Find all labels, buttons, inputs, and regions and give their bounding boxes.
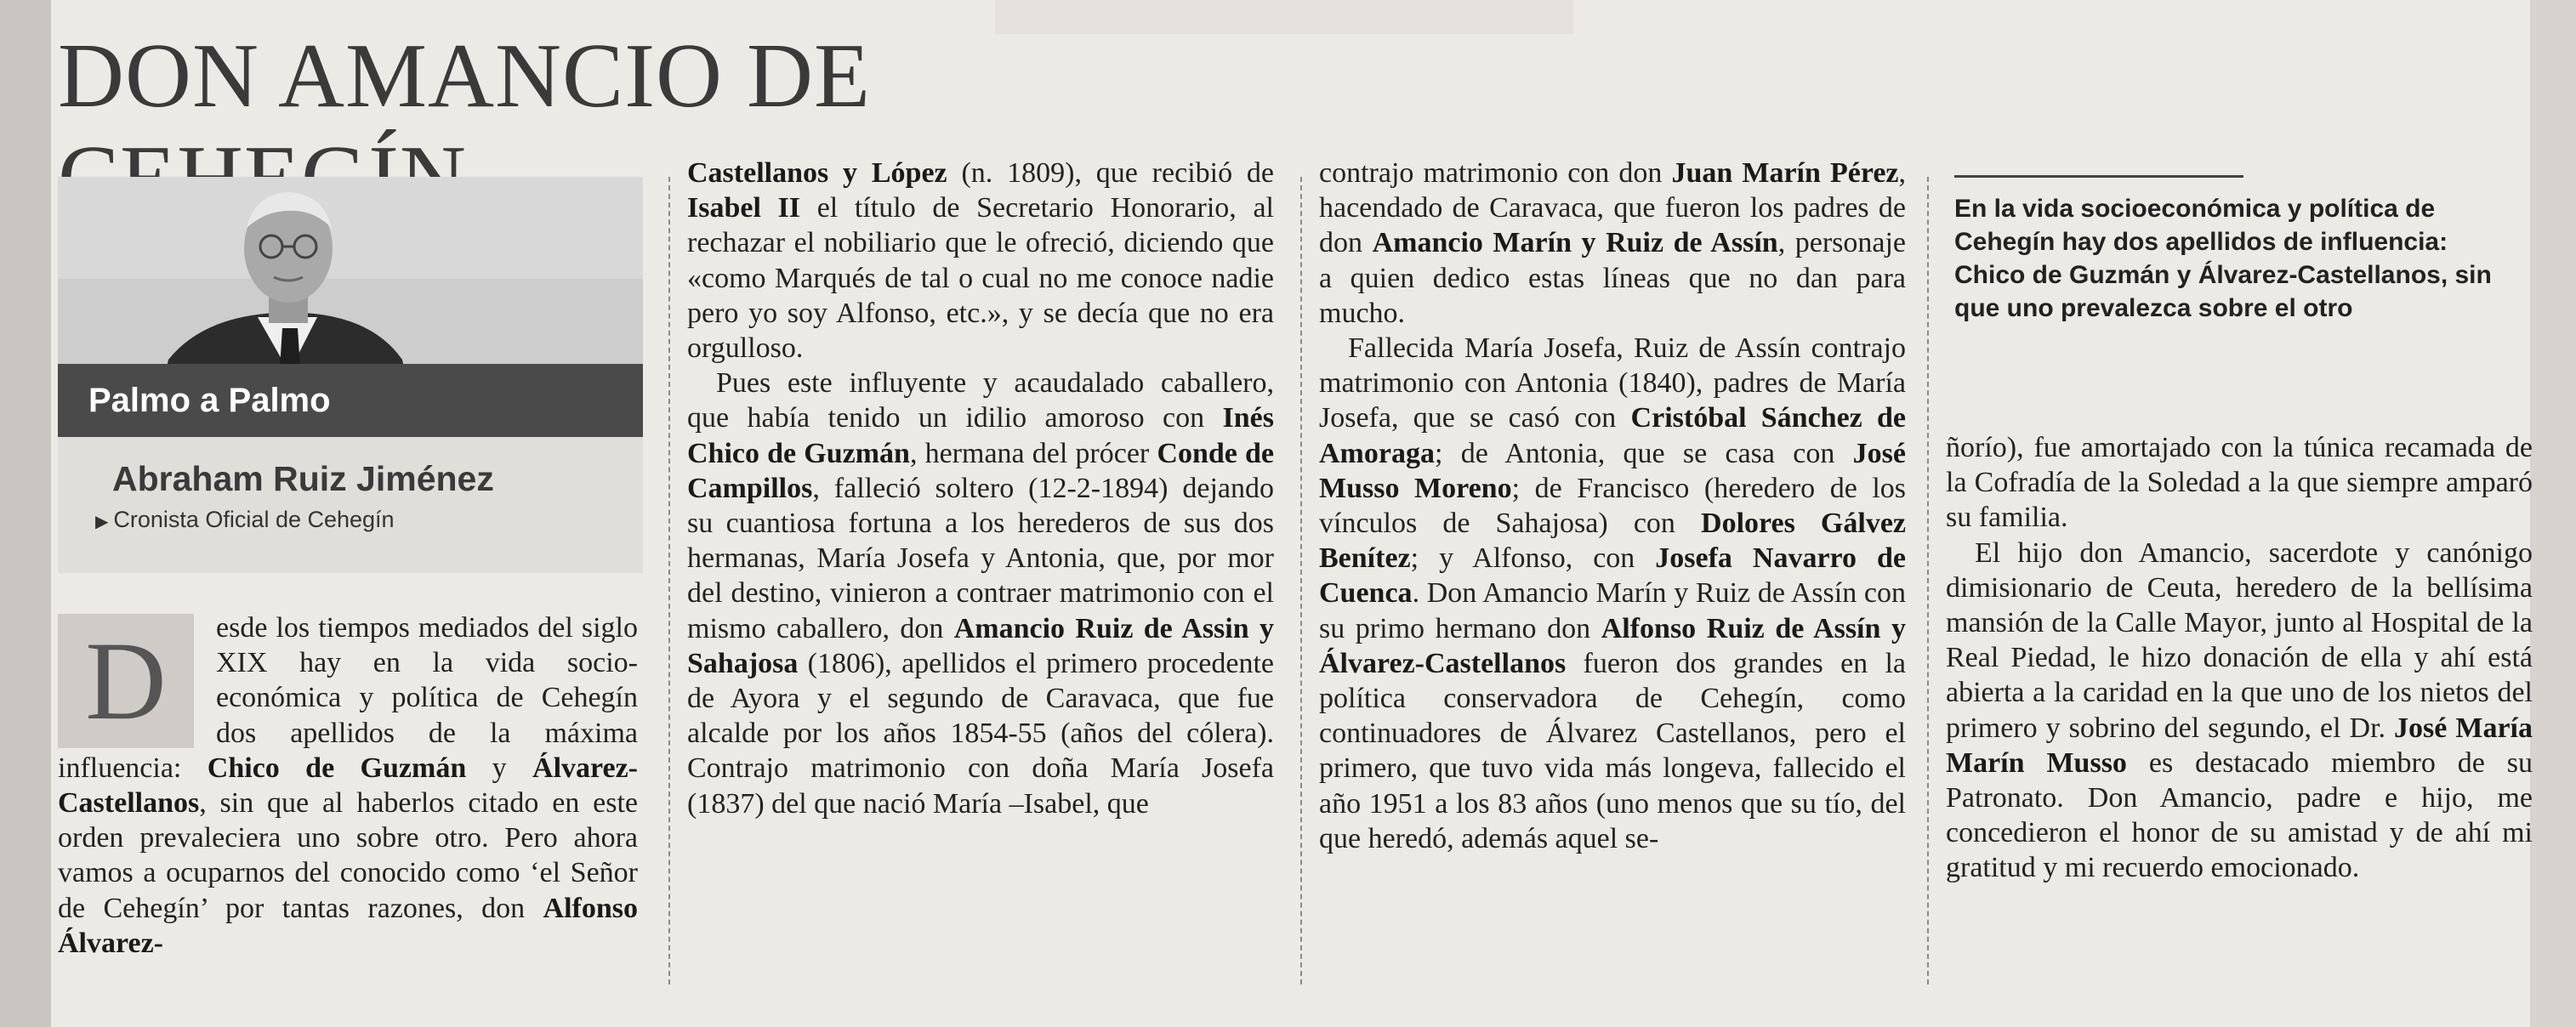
bold-name-run: Álvarez-Castellanos (58, 752, 638, 820)
adjacent-page-edge-right (2530, 0, 2576, 1027)
text-run: El hijo don Amancio, sacerdote y canónigo dimisionario de Ceuta, heredero de la bellísima mansión de la Calle Mayor, junto al Hospital de la Real Piedad, le hizo donación de ella y ahí está abierta a la caridad en la que uno de los nietos del primero y sobrino del segundo, el Dr. (1946, 536, 2533, 744)
paragraph (1946, 430, 2533, 536)
text-run: , personaje a quien dedico estas líneas que no dan para mucho. (1319, 227, 1907, 329)
text-run: y (466, 752, 533, 784)
paragraph (1319, 331, 1906, 856)
bold-name-run: Isabel II (687, 192, 801, 224)
text-run: (n. 1809), que recibió de (947, 157, 1274, 189)
text-run: esde los tiempos mediados del siglo XIX hay en la vida socio-económica y política de Cehegín dos apellidos de la máxima influencia: (58, 612, 638, 784)
text-run: Fallecida María Josefa, Ruiz de Assín contrajo matrimonio con Antonia (1840), padres de María Josefa, que se casó con (1319, 332, 1906, 434)
bold-name-run: Alfonso Álvarez- (58, 892, 638, 959)
column-3 (1319, 156, 1906, 856)
bold-name-run: José Musso Moreno (1319, 437, 1906, 504)
bold-name-run: Castellanos y López (687, 157, 947, 189)
bold-name-run: Inés Chico de Guzmán (687, 402, 1274, 469)
author-name: Abraham Ruiz Jiménez (112, 459, 494, 498)
paragraph (687, 366, 1274, 821)
text-run: ; de Antonia, que se casa con (1434, 437, 1853, 469)
triangle-right-icon: ▶ (95, 513, 109, 531)
drop-cap-spacer (58, 610, 216, 746)
column-divider (1300, 177, 1302, 984)
text-run: , falleció soltero (12-2-1894) dejando su cuantiosa fortuna a los herederos de sus dos hermanas, María Josefa y Antonia, que, por mor del destino, vinieron a contraer matrimonio con el mismo caballero, don (687, 472, 1274, 644)
paragraph (687, 156, 1274, 366)
bold-name-run: Dolores Gálvez Benítez (1319, 508, 1906, 575)
text-run: contrajo matrimonio con don (1319, 157, 1672, 189)
text-run: fueron dos grandes en la política conservadora de Cehegín, como continuadores de Álvarez Castellanos, pero el primero, que tuvo vida más longeva, fallecido el año 1951 a los 83 años (uno menos que su tío, del que heredó, además aquel se- (1319, 647, 1906, 854)
headline: DON AMANCIO DE (58, 26, 871, 127)
author-role-text: Cronista Oficial de Cehegín (113, 507, 395, 532)
pull-quote-rule (1954, 175, 2243, 178)
bold-name-run: Conde de Campillos (687, 437, 1275, 504)
bold-name-run: José María Marín Musso (1946, 712, 2533, 779)
bold-name-run: Cristóbal Sánchez de Amoraga (1319, 402, 1907, 469)
adjacent-page-edge-left (0, 0, 51, 1027)
author-role (95, 507, 395, 533)
text-run: Pues este influyente y acaudalado caballero, que había tenido un idilio amoroso con (687, 367, 1274, 434)
text-run: ñorío), fue amortajado con la túnica recamada de la Cofradía de la Soledad a la que siempre amparó su familia. (1946, 432, 2533, 534)
column-4 (1946, 430, 2533, 886)
bold-name-run: Amancio Ruiz de Assin y Sahajosa (687, 612, 1274, 679)
section-label: Palmo a Palmo (58, 364, 643, 437)
bold-name-run: Alfonso Ruiz de Assín y Álvarez-Castellanos (1319, 612, 1906, 679)
drop-cap: D (58, 614, 194, 748)
text-run: ; y Alfonso, con (1410, 542, 1656, 575)
paragraph (1946, 536, 2533, 886)
bold-name-run: Chico de Guzmán (207, 752, 467, 784)
text-run: es destacado miembro de su Patronato. Don Amancio, padre e hijo, me concedieron el honor de su amistad y de ahí mi gratitud y mi recuerdo emocionado. (1946, 746, 2533, 884)
text-run: , hacendado de Caravaca, que fueron los padres de don (1319, 157, 1907, 259)
bold-name-run: Juan Marín Pérez (1671, 157, 1899, 189)
column-divider (668, 177, 670, 984)
column-divider (1927, 177, 1929, 984)
text-run: . Don Amancio Marín y Ruiz de Assín con su primo hermano don (1319, 577, 1906, 644)
paragraph (1319, 156, 1906, 331)
column-2 (687, 156, 1274, 821)
text-run: , sin que al haberlos citado en este orden prevaleciera uno sobre otro. Pero ahora vamos a ocuparnos del conocido como ‘el Señor de Cehegín’ por tantas razones, don (58, 787, 638, 924)
byline-box (58, 437, 643, 573)
paragraph (58, 610, 638, 961)
text-run: (1806), apellidos el primero procedente de Ayora y el segundo de Caravaca, que fue alcalde por los años 1854-55 (años del cólera). Contrajo matrimonio con doña María Josefa (1837) del que nació María –Isabel, que (687, 647, 1274, 820)
pull-quote: En la vida socioeconómica y política de Cehegín hay dos apellidos de influencia: Chico de Guzmán y Álvarez-Castellanos, sin que uno prevalezca sobre el otro (1954, 195, 2492, 322)
bold-name-run: Amancio Marín y Ruiz de Assín (1372, 227, 1778, 259)
column-1-top (58, 610, 638, 961)
text-run: , hermana del prócer (909, 437, 1157, 469)
text-run: ; de Francisco (heredero de los vínculos de Sahajosa) con (1319, 472, 1906, 540)
bold-name-run: Josefa Navarro de Cuenca (1319, 542, 1907, 610)
text-run: el título de Secretario Honorario, al rechazar el nobiliario que le ofreció, diciendo que «como Marqués de tal o cual no me conoce nadie pero yo soy Alfonso, etc.», y se decía que no era orgulloso. (687, 192, 1275, 365)
